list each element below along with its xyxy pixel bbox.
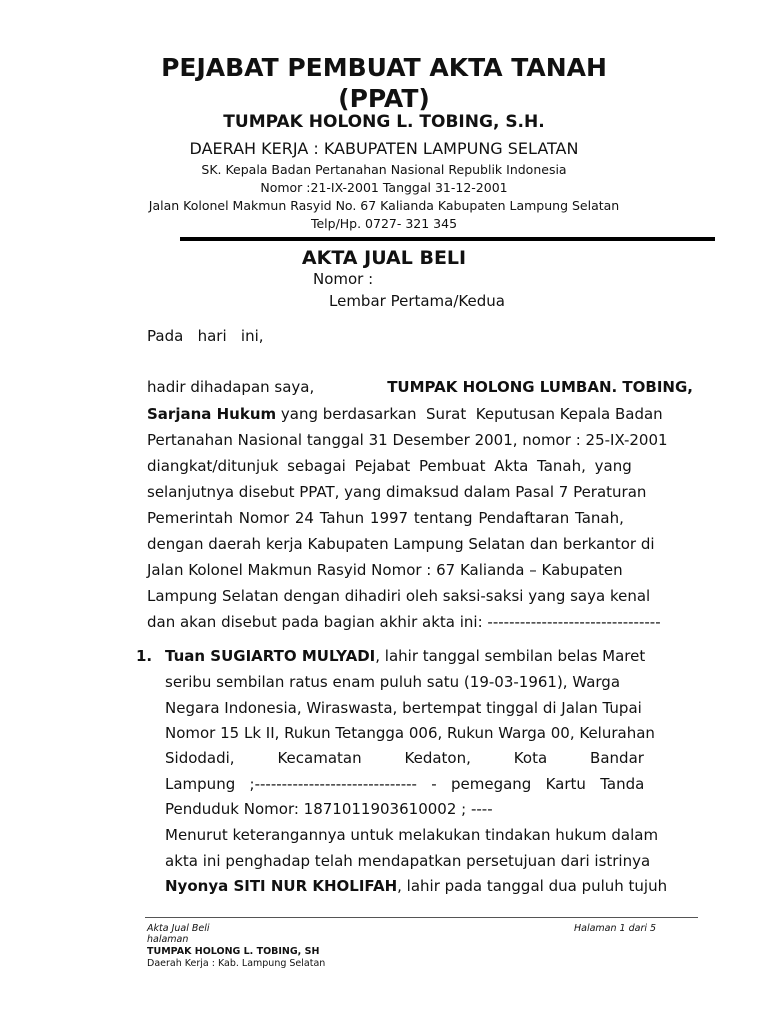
paragraph-line: Jalan Kolonel Makmun Rasyid Nomor : 67 Kalianda – Kabupaten (147, 561, 623, 579)
header-title-line1: PEJABAT PEMBUAT AKTA TANAH (161, 53, 607, 82)
text-span: , lahir pada tanggal dua puluh tujuh (397, 877, 668, 895)
paragraph-line: selanjutnya disebut PPAT, yang dimaksud dalam Pasal 7 Peraturan (147, 483, 647, 501)
work-region: DAERAH KERJA : KABUPATEN LAMPUNG SELATAN (189, 139, 579, 158)
footer-region: Daerah Kerja : Kab. Lampung Selatan (147, 958, 326, 969)
list-item-line: Menurut keterangannya untuk melakukan tindakan hukum dalam (165, 826, 659, 844)
list-item-line: Negara Indonesia, Wiraswasta, bertempat tinggal di Jalan Tupai (165, 699, 642, 717)
office-address: Jalan Kolonel Makmun Rasyid No. 67 Kalianda Kabupaten Lampung Selatan (148, 198, 620, 213)
list-item-line: Penduduk Nomor: 1871011903610002 ; ---- (165, 800, 493, 818)
list-item-line: Nomor 15 Lk II, Rukun Tetangga 006, Rukun Warga 00, Kelurahan (165, 724, 655, 742)
footer-halaman: halaman (147, 934, 189, 945)
sk-number: Nomor :21-IX-2001 Tanggal 31-12-2001 (260, 180, 508, 195)
paragraph-line (147, 378, 693, 396)
paragraph-line: diangkat/ditunjuk sebagai Pejabat Pembuat Akta Tanah, yang (147, 457, 632, 475)
party-name: Tuan SUGIARTO MULYADI (165, 647, 376, 665)
paragraph-line: dan akan disebut pada bagian akhir akta ini: -------------------------------- (147, 613, 661, 631)
list-item-line (165, 877, 667, 895)
opening-line: Pada hari ini, (147, 327, 264, 345)
deed-copy-label: Lembar Pertama/Kedua (329, 292, 505, 310)
text-span: yang berdasarkan Surat Keputusan Kepala Badan (280, 405, 663, 423)
footer-page-info: Halaman 1 dari 5 (574, 923, 657, 934)
paragraph-line: dengan daerah kerja Kabupaten Lampung Selatan dan berkantor di (147, 535, 655, 553)
text-span: , lahir tanggal sembilan belas Maret (375, 647, 646, 665)
paragraph-line (147, 405, 693, 423)
header-divider (180, 237, 715, 241)
paragraph-line: Pemerintah Nomor 24 Tahun 1997 tentang Pendaftaran Tanah, (147, 509, 624, 527)
footer-doc-name: Akta Jual Beli (147, 923, 210, 934)
paragraph-line: Pertanahan Nasional tanggal 31 Desember 2001, nomor : 25-IX-2001 (147, 431, 668, 449)
office-phone: Telp/Hp. 0727- 321 345 (310, 216, 458, 231)
sk-line: SK. Kepala Badan Pertanahan Nasional Republik Indonesia (201, 162, 567, 177)
paragraph-line: Lampung Selatan dengan dihadiri oleh saksi-saksi yang saya kenal (147, 587, 651, 605)
text-span: hadir dihadapan saya, (147, 378, 315, 396)
list-item-line: Sidodadi, Kecamatan Kedaton, Kota Bandar (165, 749, 644, 767)
notary-degree: Sarjana Hukum (147, 405, 277, 423)
deed-number-label: Nomor : (313, 270, 374, 288)
deed-title: AKTA JUAL BELI (301, 247, 467, 269)
footer-notary: TUMPAK HOLONG L. TOBING, SH (147, 946, 320, 957)
footer-divider (145, 917, 698, 918)
header-title-line2: (PPAT) (338, 84, 430, 113)
spouse-name: Nyonya SITI NUR KHOLIFAH (165, 877, 398, 895)
list-item-line (165, 647, 645, 665)
notary-full-name: TUMPAK HOLONG LUMBAN. TOBING, (387, 378, 693, 396)
list-item-line: seribu sembilan ratus enam puluh satu (19-03-1961), Warga (165, 673, 621, 691)
list-item-line: Lampung ;------------------------------ - pemegang Kartu Tanda (165, 775, 645, 793)
list-item-number: 1. (136, 647, 153, 665)
list-item-line: akta ini penghadap telah mendapatkan persetujuan dari istrinya (165, 852, 651, 870)
notary-name: TUMPAK HOLONG L. TOBING, S.H. (223, 112, 545, 132)
